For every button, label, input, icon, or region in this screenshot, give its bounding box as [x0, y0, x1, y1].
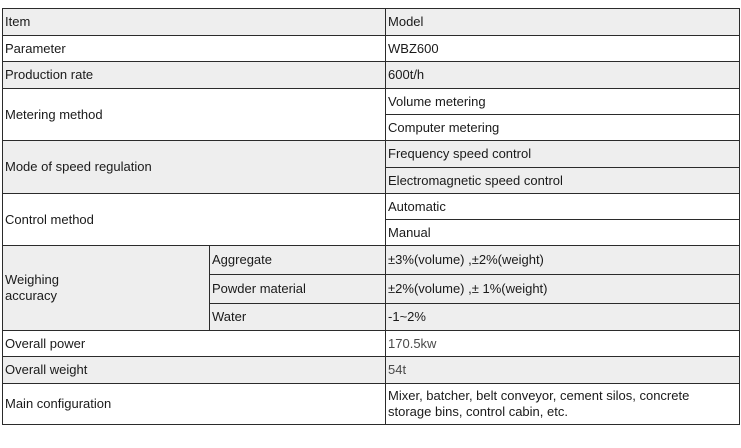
table-row-metering-1 [3, 89, 740, 115]
table-row-overall-weight [3, 357, 740, 384]
speed-regulation-label: Mode of speed regulation [3, 141, 386, 194]
weighing-item-value: ±2%(volume) ,± 1%(weight) [386, 275, 740, 304]
metering-method-value-1: Volume metering [386, 89, 740, 115]
weighing-item-name: Aggregate [210, 246, 386, 275]
overall-weight-label: Overall weight [3, 357, 386, 384]
main-configuration-value [386, 384, 740, 425]
overall-weight-value: 54t [386, 357, 740, 384]
weighing-item-name: Powder material [210, 275, 386, 304]
header-model-cell: Model [386, 9, 740, 36]
spec-table [2, 8, 740, 425]
weighing-item-value: ±3%(volume) ,±2%(weight) [386, 246, 740, 275]
speed-regulation-value-1: Frequency speed control [386, 141, 740, 168]
weighing-accuracy-label-line1: Weighing [5, 272, 59, 287]
weighing-accuracy-label-line2: accuracy [5, 288, 58, 303]
production-rate-value: 600t/h [386, 62, 740, 89]
table-row-speed-1 [3, 141, 740, 168]
overall-power-label: Overall power [3, 331, 386, 357]
speed-regulation-value-2: Electromagnetic speed control [386, 168, 740, 194]
weighing-item-name: Water [210, 304, 386, 331]
metering-method-value-2: Computer metering [386, 115, 740, 141]
control-method-label: Control method [3, 194, 386, 246]
main-configuration-label: Main configuration [3, 384, 386, 425]
production-rate-label: Production rate [3, 62, 386, 89]
control-method-value-1: Automatic [386, 194, 740, 220]
table-row-control-1 [3, 194, 740, 220]
main-configuration-line1: Mixer, batcher, belt conveyor, cement silos, concrete [388, 388, 690, 403]
table-row-parameter [3, 36, 740, 62]
weighing-item-value: -1~2% [386, 304, 740, 331]
table-row-overall-power [3, 331, 740, 357]
table-row-production-rate [3, 62, 740, 89]
weighing-accuracy-label [3, 246, 210, 331]
parameter-value: WBZ600 [386, 36, 740, 62]
table-row-main-configuration [3, 384, 740, 425]
table-row-weighing-1 [3, 246, 740, 275]
table-row-header [3, 9, 740, 36]
header-item-cell: Item [3, 9, 386, 36]
parameter-label: Parameter [3, 36, 386, 62]
overall-power-value: 170.5kw [386, 331, 740, 357]
metering-method-label: Metering method [3, 89, 386, 141]
main-configuration-line2: storage bins, control cabin, etc. [388, 404, 568, 419]
control-method-value-2: Manual [386, 220, 740, 246]
